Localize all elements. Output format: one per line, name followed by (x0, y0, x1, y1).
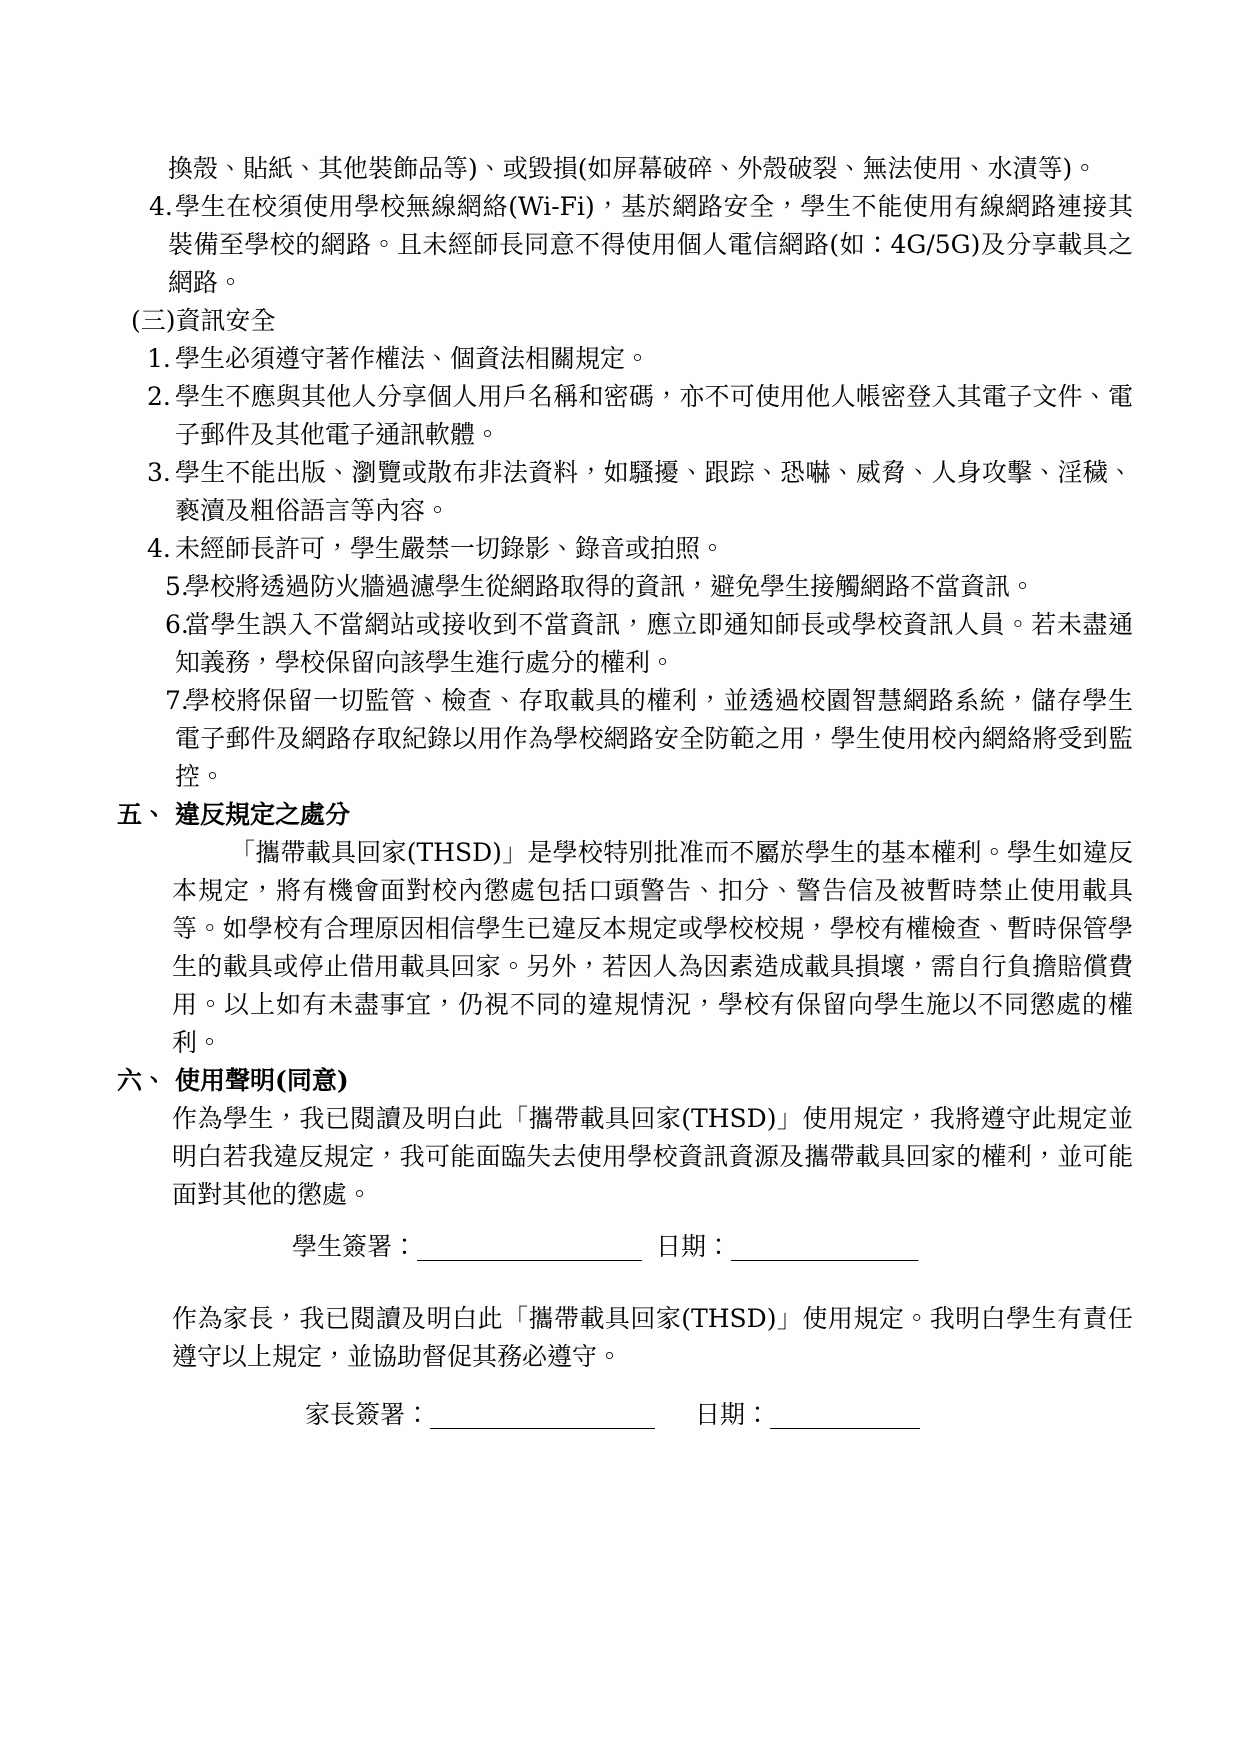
list-item-text: 當學生誤入不當網站或接收到不當資訊，應立即通知師長或學校資訊人員。若未盡通知義務，學校保留向該學生進行處分的權利。 (175, 610, 1133, 677)
section-number: 六、 (117, 1066, 168, 1095)
student-date-label: 日期： (656, 1232, 732, 1261)
list-item-text: 學生在校須使用學校無線網絡(Wi-Fi)，基於網路安全，學生不能使用有線網路連接其裝備至學校的網路。且未經師長同意不得使用個人電信網路(如：4G/5G)及分享載具之網路。 (168, 192, 1133, 297)
list-item-number: 6. (165, 610, 189, 639)
list-item-number: 3. (147, 458, 171, 487)
parent-date-blank-line: ____________ (770, 1400, 921, 1429)
list-item-number: 2. (147, 382, 171, 411)
section-heading-agreement (117, 1062, 1133, 1100)
student-signature-row (292, 1228, 1133, 1266)
list-item (117, 454, 1133, 530)
student-signature-label: 學生簽署： (292, 1232, 418, 1261)
document-content (117, 150, 1133, 1434)
list-item-continuation: 換殼、貼紙、其他裝飾品等)、或毀損(如屏幕破碎、外殼破裂、無法使用、水漬等)。 (168, 154, 1098, 183)
list-item-text: 未經師長許可，學生嚴禁一切錄影、錄音或拍照。 (175, 534, 726, 563)
section-heading-penalties (117, 796, 1133, 834)
section-title: 使用聲明(同意) (175, 1066, 349, 1095)
section-number: 五、 (117, 800, 168, 829)
list-item-text: 學校將保留一切監管、檢查、存取載具的權利，並透過校園智慧網路系統，儲存學生電子郵件及網路存取紀錄以用作為學校網路安全防範之用，學生使用校內網絡將受到監控。 (175, 686, 1133, 791)
parent-date-label: 日期： (695, 1400, 771, 1429)
parent-declaration-paragraph: 作為家長，我已閱讀及明白此「攜帶載具回家(THSD)」使用規定。我明白學生有責任遵守以上規定，並協助督促其務必遵守。 (172, 1304, 1133, 1371)
parent-signature-blank-line: __________________ (430, 1400, 656, 1429)
list-item-text: 學校將透過防火牆過濾學生從網路取得的資訊，避免學生接觸網路不當資訊。 (185, 572, 1036, 601)
list-item (117, 378, 1133, 454)
list-item (117, 530, 1133, 568)
student-date-blank-line: _______________ (731, 1232, 919, 1261)
list-item (117, 188, 1133, 302)
list-item-number: 4. (147, 534, 171, 563)
list-item-number: 1. (147, 344, 171, 373)
parent-signature-label: 家長簽署： (305, 1400, 431, 1429)
section-title: 違反規定之處分 (175, 800, 351, 829)
section-penalties-body: 「攜帶載具回家(THSD)」是學校特別批准而不屬於學生的基本權利。學生如違反本規定，將有機會面對校內懲處包括口頭警告、扣分、警告信及被暫時禁止使用載具等。如學校有合理原因相信學生已違反本規定或學校校規，學校有權檢查、暫時保管學生的載具或停止借用載具回家。另外，若因人為因素造成載具損壞，需自行負擔賠償費用。以上如有未盡事宜，仍視不同的違規情況，學校有保留向學生施以不同懲處的權利。 (172, 838, 1133, 1057)
student-declaration-paragraph: 作為學生，我已閱讀及明白此「攜帶載具回家(THSD)」使用規定，我將遵守此規定並明白若我違反規定，我可能面臨失去使用學校資訊資源及攜帶載具回家的權利，並可能面對其他的懲處。 (172, 1104, 1133, 1209)
list-item-number: 4. (149, 192, 173, 221)
list-item-text: 學生不應與其他人分享個人用戶名稱和密碼，亦不可使用他人帳密登入其電子文件、電子郵件及其他電子通訊軟體。 (175, 382, 1133, 449)
list-item (117, 606, 1133, 682)
student-signature-blank-line: __________________ (417, 1232, 643, 1261)
list-item-number: 7. (165, 686, 189, 715)
list-item-text: 學生必須遵守著作權法、個資法相關規定。 (175, 344, 651, 373)
list-item (117, 682, 1133, 796)
list-item (117, 568, 1133, 606)
list-item (117, 340, 1133, 378)
list-item-text: 學生不能出版、瀏覽或散布非法資料，如騷擾、跟踪、恐嚇、威脅、人身攻擊、淫穢、褻瀆及粗俗語言等內容。 (175, 458, 1133, 525)
subsection-heading-info-security: (三)資訊安全 (131, 306, 276, 335)
parent-signature-row (305, 1396, 1133, 1434)
list-item-number: 5. (165, 572, 189, 601)
